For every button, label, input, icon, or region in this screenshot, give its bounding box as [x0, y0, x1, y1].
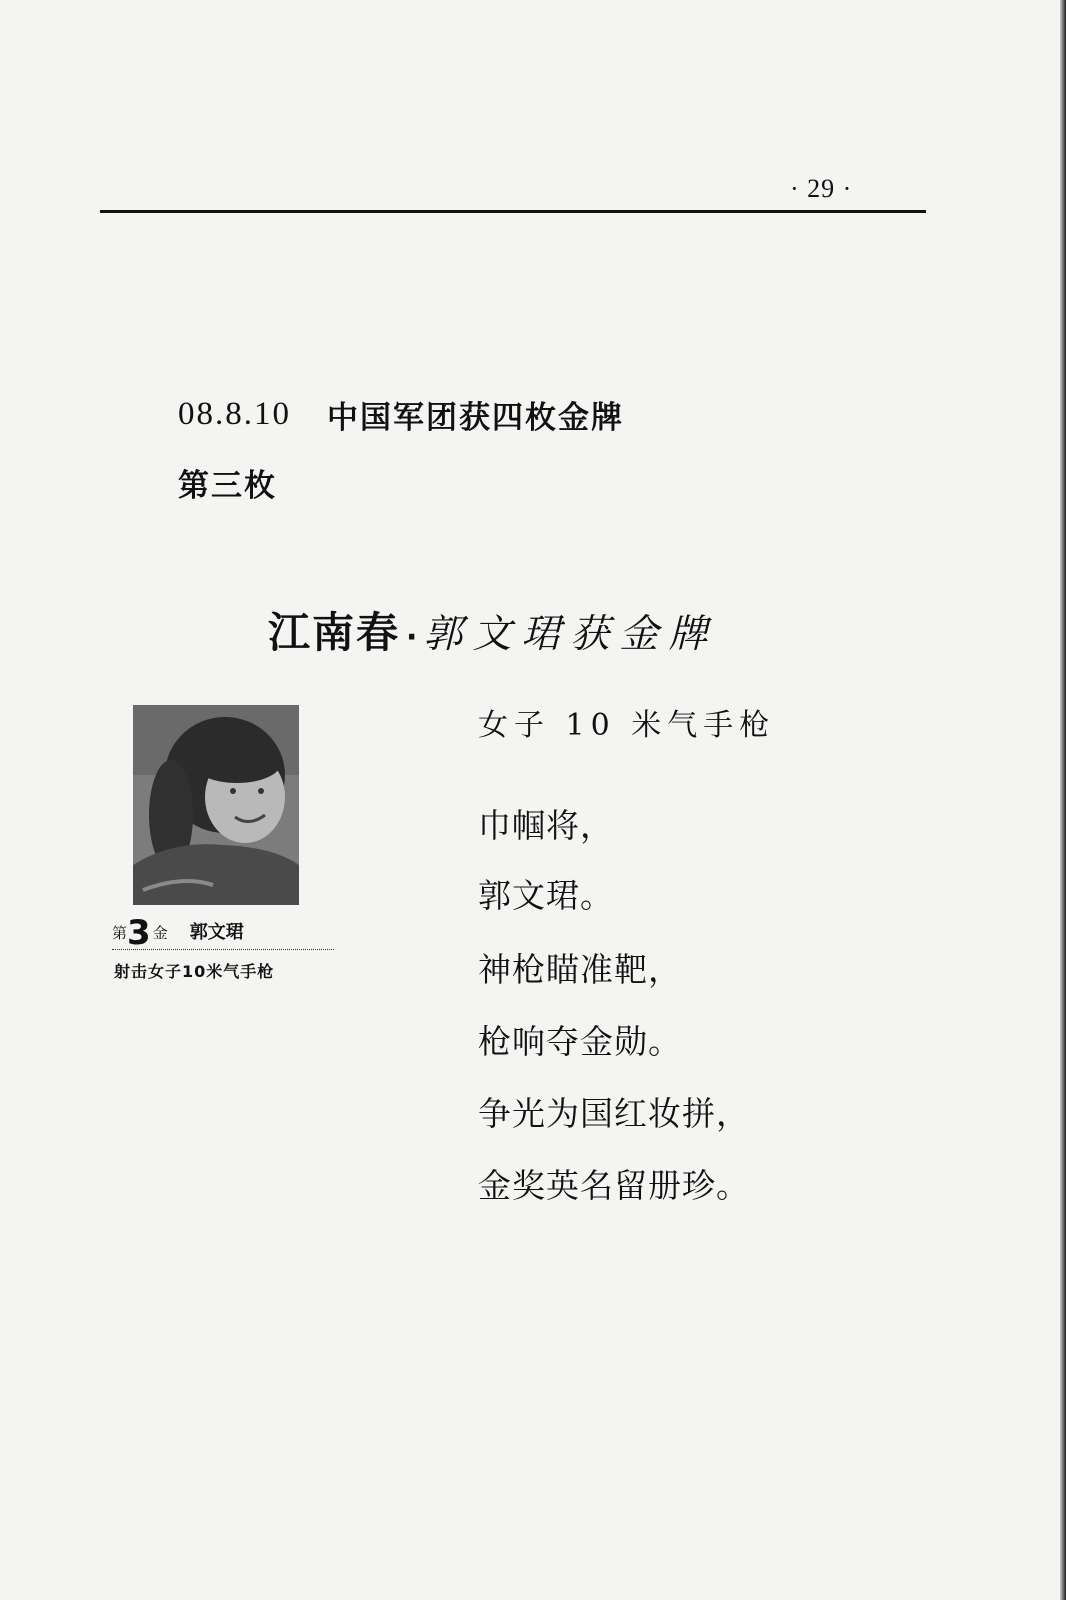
poem-line: 枪响夺金勋。: [478, 1022, 682, 1061]
photo-caption-medal: [112, 913, 334, 953]
medal-ordinal-prefix: 第: [112, 924, 128, 942]
entry-subhead: 第三枚: [178, 468, 277, 504]
entry-date: 08.8.10: [178, 396, 291, 432]
entry-heading: [178, 392, 624, 437]
page-edge-shadow: [1060, 0, 1066, 1600]
medal-ordinal-suffix: 金: [152, 924, 168, 942]
poem-line: 巾帼将，: [478, 806, 614, 845]
poem-line: 郭文珺。: [478, 876, 614, 915]
athlete-name: 郭文珺: [189, 922, 244, 943]
poem-line: 金奖英名留册珍。: [478, 1166, 750, 1205]
athlete-photo: [133, 705, 299, 905]
poem-subtitle: 女子 10 米气手枪: [478, 708, 776, 743]
page-number: · 29 ·: [790, 174, 853, 203]
poem-title-separator: ·: [406, 620, 418, 655]
poem-tune-name: 江南春: [268, 608, 401, 657]
medal-ordinal-number: 3: [127, 913, 151, 953]
athlete-portrait-image: [133, 705, 299, 905]
entry-headline: 中国军团获四枚金牌: [327, 400, 624, 436]
poem-title: [268, 600, 717, 660]
poem-line: 争光为国红妆拼，: [478, 1094, 750, 1133]
poem-line: 神枪瞄准靶，: [478, 950, 682, 989]
photo-caption-event: 射击女子10米气手枪: [114, 962, 275, 981]
header-rule: [100, 210, 926, 213]
poem-title-text: 郭文珺获金牌: [423, 612, 718, 657]
